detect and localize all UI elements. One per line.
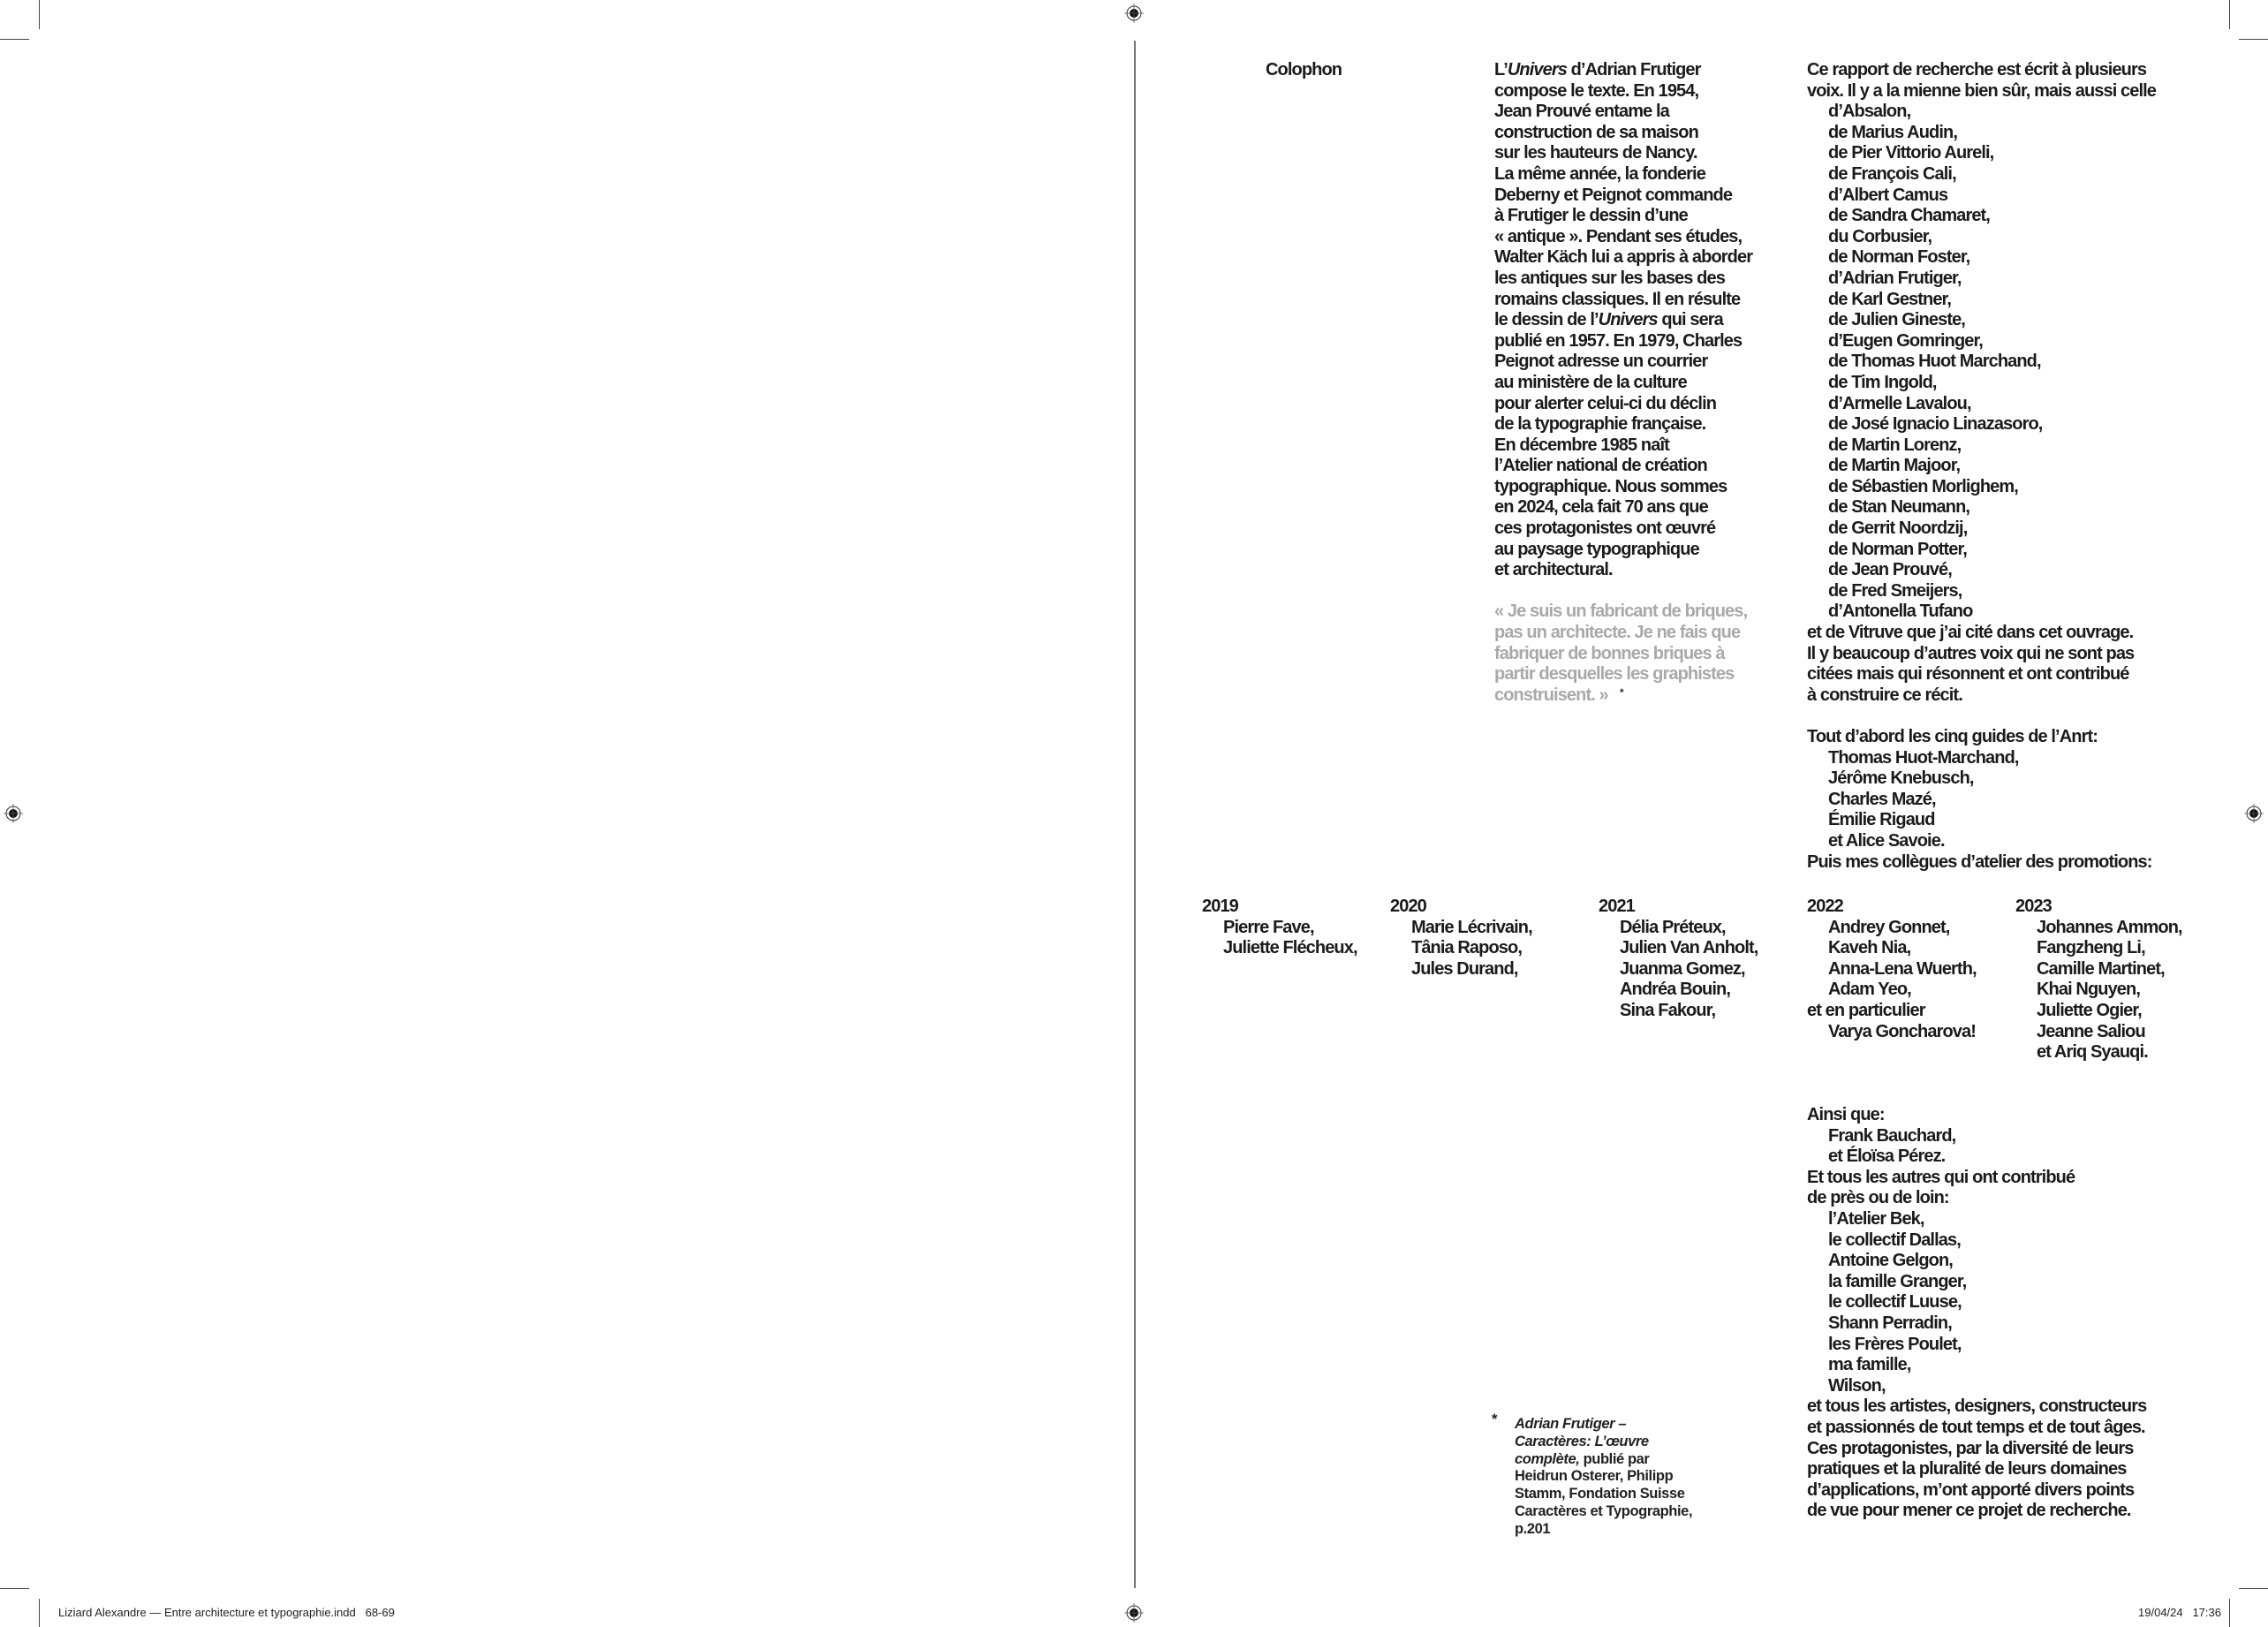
text-line: La même année, la fonderie: [1494, 163, 1705, 184]
text-line: Shann Perradin,: [1828, 1313, 1952, 1333]
text-line: et Alice Savoie.: [1828, 830, 1945, 851]
footer-datetime: 19/04/24 17:36: [2138, 1606, 2221, 1619]
text-line: Caractères et Typographie,: [1515, 1502, 1693, 1519]
text-line: citées mais qui résonnent et ont contribué: [1807, 664, 2129, 685]
text-line: Juanma Gomez,: [1620, 958, 1745, 979]
voices-lead-lines: [1807, 60, 2156, 102]
others-tail-lines: [1807, 1396, 2146, 1522]
text-line: Juliette Flécheux,: [1223, 938, 1357, 958]
text-line: et passionnés de tout temps et de tout âges.: [1807, 1417, 2145, 1437]
text-line: en 2024, cela fait 70 ans que: [1494, 497, 1708, 518]
text-line: publié en 1957. En 1979, Charles: [1494, 330, 1743, 351]
quote: [1494, 602, 1752, 706]
text-line: Délia Préteux,: [1620, 917, 1726, 937]
text-line: de la typographie française.: [1494, 414, 1706, 435]
promotion-year: 2020: [1390, 897, 1426, 916]
promotion-2019: [1202, 897, 1357, 959]
text-line: [1494, 310, 1752, 331]
footnote: [1515, 1416, 1692, 1539]
footnote-lines-lines: [1515, 1416, 1692, 1539]
promotion-year: 2022: [1807, 897, 1843, 916]
text-line: En décembre 1985 naît: [1494, 435, 1669, 455]
registration-mark-icon: [2244, 804, 2264, 823]
text-line: de Stan Neumann,: [1828, 497, 1970, 518]
text-line: d’Albert Camus: [1828, 185, 1948, 205]
colophon-heading: Colophon: [1266, 60, 1342, 79]
text-line: typographique. Nous sommes: [1494, 476, 1727, 496]
text-line: Fangzheng Li,: [2037, 938, 2145, 958]
text-line: Jean Prouvé entame la: [1494, 102, 1669, 122]
text-line: sur les hauteurs de Nancy.: [1494, 143, 1697, 163]
text-line: Camille Martinet,: [2037, 958, 2165, 979]
text-line: « Je suis un fabricant de briques,: [1494, 602, 1748, 622]
text: le dessin de l’: [1494, 310, 1599, 330]
text-line: d’Antonella Tufano: [1828, 602, 1973, 622]
text-line: Ce rapport de recherche est écrit à plusieurs: [1807, 60, 2147, 79]
text-line: romains classiques. Il en résulte: [1494, 289, 1741, 309]
promotion-year: 2023: [2015, 897, 2052, 916]
text-line: de Jean Prouvé,: [1828, 560, 1952, 580]
text-line: de François Cali,: [1828, 163, 1956, 184]
text-line: Tânia Raposo,: [1411, 938, 1522, 958]
text-line: ces protagonistes ont œuvré: [1494, 518, 1716, 539]
text-line: [1515, 1434, 1692, 1451]
text-line: de Gerrit Noordzij,: [1828, 518, 1968, 539]
others-lead: Ainsi que:: [1807, 1105, 1885, 1124]
text-line: Andrey Gonnet,: [1828, 917, 1950, 937]
voices-names-lines: [1807, 102, 2156, 623]
text-line: et architectural.: [1494, 560, 1613, 580]
promotion-extra: et en particulier: [1807, 1000, 1925, 1020]
text-line: de Thomas Huot Marchand,: [1828, 352, 2041, 372]
promotion-2022: [1807, 897, 1977, 1042]
voices-column: [1807, 60, 2156, 873]
crop-mark: [39, 0, 40, 29]
text: publié par: [1579, 1450, 1650, 1467]
registration-mark-icon: [1124, 1603, 1144, 1623]
promotion-extra-name: Varya Goncharova!: [1828, 1021, 1977, 1041]
text-line: construisent. »: [1494, 685, 1608, 705]
text-line: de Tim Ingold,: [1828, 372, 1937, 392]
text-line: Walter Käch lui a appris à aborder: [1494, 247, 1753, 268]
promotions-0-names-lines: [1202, 918, 1357, 959]
text-line: Émilie Rigaud: [1828, 810, 1935, 830]
spine-line: [1134, 41, 1136, 1588]
text-line: l’Atelier Bek,: [1828, 1208, 1924, 1229]
text-line: et Ariq Syauqi.: [2037, 1042, 2148, 1063]
italic-text: Univers: [1507, 60, 1567, 79]
crop-mark: [0, 1588, 29, 1589]
crop-mark: [2239, 1588, 2268, 1589]
text-line: Marie Lécrivain,: [1411, 917, 1532, 937]
text-line: pratiques et la pluralité de leurs domaines: [1807, 1459, 2127, 1479]
text-line: de Marius Audin,: [1828, 122, 1957, 142]
text-line: [1515, 1416, 1692, 1434]
footnote-mark: *: [1492, 1411, 1498, 1427]
text-line: Charles Mazé,: [1828, 789, 1936, 809]
promotion-2020: [1390, 897, 1532, 980]
text-line: Kaveh Nia,: [1828, 938, 1911, 958]
text-line: pas un architecte. Je ne fais que: [1494, 623, 1741, 643]
intro-paragraph: [1494, 60, 1752, 581]
text-line: Il y beaucoup d’autres voix qui ne sont pas: [1807, 643, 2135, 663]
text-line: Frank Bauchard,: [1828, 1125, 1956, 1146]
promotions-3-names-lines: [1807, 918, 1977, 1001]
text-line: ma famille,: [1828, 1355, 1911, 1375]
crop-mark: [2239, 39, 2268, 40]
others-names2-lines: [1807, 1209, 2146, 1396]
text-line: la famille Granger,: [1828, 1271, 1967, 1291]
text-line: d’Armelle Lavalou,: [1828, 393, 1971, 413]
text-line: de Julien Gineste,: [1828, 310, 1965, 330]
text-line: partir desquelles les graphistes: [1494, 664, 1735, 685]
footer-file-info: Liziard Alexandre — Entre architecture et typographie.indd 68-69: [58, 1606, 395, 1619]
promotions-2-names-lines: [1599, 918, 1758, 1022]
crop-mark: [2229, 1599, 2230, 1627]
text-line: d’applications, m’ont apporté divers points: [1807, 1479, 2135, 1500]
others-mid-lines: [1807, 1168, 2146, 1209]
registration-mark-icon: [4, 804, 23, 823]
text-line: Heidrun Osterer, Philipp: [1515, 1468, 1674, 1485]
text-line: de Sandra Chamaret,: [1828, 206, 1990, 226]
text: L’: [1494, 60, 1508, 79]
text-line: Stamm, Fondation Suisse: [1515, 1486, 1685, 1502]
text-line: Peignot adresse un courrier: [1494, 352, 1708, 372]
guides-lead: Tout d’abord les cinq guides de l’Anrt:: [1807, 727, 2098, 746]
text-line: de Martin Majoor,: [1828, 456, 1961, 476]
text-line: Andréa Bouin,: [1620, 980, 1730, 1000]
text-line: Thomas Huot-Marchand,: [1828, 747, 2019, 768]
text-line: Wilson,: [1828, 1375, 1886, 1396]
text-line: Jeanne Saliou: [2037, 1021, 2145, 1041]
text-line: d’Adrian Frutiger,: [1828, 268, 1962, 288]
text-line: Johannes Ammon,: [2037, 917, 2182, 937]
text-line: Jules Durand,: [1411, 958, 1518, 979]
text-line: p.201: [1515, 1520, 1551, 1537]
text-line: les antiques sur les bases des: [1494, 268, 1725, 288]
intro-column: [1494, 60, 1752, 706]
text-line: de Norman Foster,: [1828, 247, 1970, 268]
italic-text: Univers: [1598, 310, 1658, 330]
text-line: Sina Fakour,: [1620, 1000, 1716, 1020]
text-line: fabriquer de bonnes briques à: [1494, 643, 1725, 663]
others-column: [1807, 1105, 2146, 1522]
text-line: de Sébastien Morlighem,: [1828, 476, 2018, 496]
text-line: et Éloïsa Pérez.: [1828, 1146, 1946, 1167]
promotion-year: 2021: [1599, 897, 1635, 916]
text-line: au ministère de la culture: [1494, 372, 1687, 392]
guides-tail: Puis mes collègues d’atelier des promotions:: [1807, 851, 2152, 872]
crop-mark: [39, 1599, 40, 1627]
guides-names-lines: [1807, 748, 2156, 852]
text-line: Antoine Gelgon,: [1828, 1251, 1953, 1271]
text-line: le collectif Luuse,: [1828, 1292, 1962, 1313]
text-line: construction de sa maison: [1494, 122, 1698, 142]
text-line: de Martin Lorenz,: [1828, 435, 1962, 455]
text-line: [1494, 60, 1752, 81]
text-line: Anna-Lena Wuerth,: [1828, 958, 1977, 979]
text-line: à Frutiger le dessin d’une: [1494, 206, 1688, 226]
promotions-4-names-lines: [2015, 918, 2182, 1063]
text: d’Adrian Frutiger: [1566, 60, 1701, 79]
promotion-2023: [2015, 897, 2182, 1063]
text-line: de Fred Smeijers,: [1828, 580, 1962, 601]
text-line: Julien Van Anholt,: [1620, 938, 1758, 958]
text-line: Deberny et Peignot commande: [1494, 185, 1733, 205]
promotion-2021: [1599, 897, 1758, 1022]
text-line: et de Vitruve que j’ai cité dans cet ouvrage.: [1807, 623, 2134, 643]
text-line: Ces protagonistes, par la diversité de leurs: [1807, 1438, 2134, 1458]
text-line: Jérôme Knebusch,: [1828, 768, 1974, 789]
text-line: le collectif Dallas,: [1828, 1230, 1961, 1250]
text-line: au paysage typographique: [1494, 539, 1699, 559]
text-line: de José Ignacio Linazasoro,: [1828, 414, 2043, 435]
text-line: Et tous les autres qui ont contribué: [1807, 1167, 2075, 1187]
promotions-1-names-lines: [1390, 918, 1532, 980]
quote-lines: [1494, 602, 1752, 706]
text-line: Juliette Ogier,: [2037, 1000, 2142, 1020]
text-line: pour alerter celui-ci du déclin: [1494, 393, 1717, 413]
text-line: Khai Nguyen,: [2037, 980, 2140, 1000]
text-line: les Frères Poulet,: [1828, 1334, 1962, 1354]
quote-footnote-mark: *: [1620, 686, 1623, 699]
text: qui sera: [1657, 310, 1723, 330]
promotion-year: 2019: [1202, 897, 1238, 916]
text-line: [1515, 1451, 1692, 1469]
text-line: de Pier Vittorio Aureli,: [1828, 143, 1994, 163]
text-line: l’Atelier national de création: [1494, 456, 1707, 476]
text-line: Pierre Fave,: [1223, 917, 1314, 937]
text-line: de vue pour mener ce projet de recherche.: [1807, 1501, 2131, 1521]
registration-mark-icon: [1124, 4, 1144, 23]
italic-text: complète,: [1515, 1450, 1580, 1467]
italic-text: Caractères: L’œuvre: [1515, 1433, 1649, 1449]
text-line: « antique ». Pendant ses études,: [1494, 226, 1743, 246]
text-line: de près ou de loin:: [1807, 1188, 1949, 1208]
text-line: voix. Il y a la mienne bien sûr, mais aussi celle: [1807, 80, 2157, 101]
text-line: d’Eugen Gomringer,: [1828, 330, 1983, 351]
text-line: du Corbusier,: [1828, 226, 1932, 246]
voices-tail-lines: [1807, 623, 2156, 706]
text-line: compose le texte. En 1954,: [1494, 80, 1699, 101]
text-line: et tous les artistes, designers, constructeurs: [1807, 1396, 2147, 1417]
text-line: à construire ce récit.: [1807, 685, 1962, 705]
crop-mark: [2229, 0, 2230, 29]
crop-mark: [0, 39, 29, 40]
text-line: d’Absalon,: [1828, 102, 1911, 122]
text-line: de Karl Gestner,: [1828, 289, 1951, 309]
text-line: Adam Yeo,: [1828, 980, 1911, 1000]
italic-text: Adrian Frutiger –: [1515, 1416, 1627, 1432]
text-line: de Norman Potter,: [1828, 539, 1967, 559]
others-names1-lines: [1807, 1126, 2146, 1168]
